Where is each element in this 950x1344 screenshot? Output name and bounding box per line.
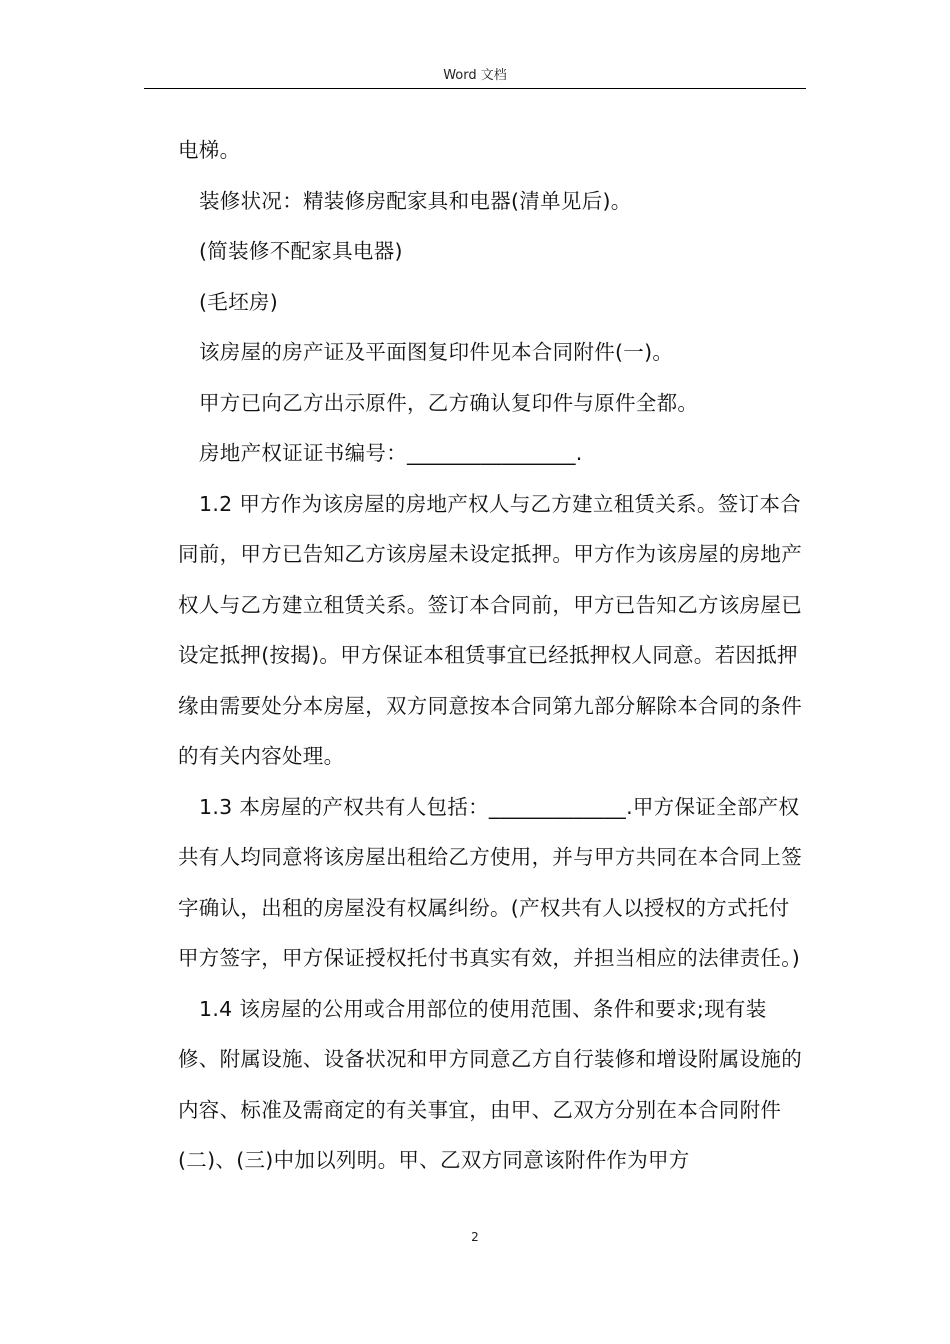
paragraph-1-3: 1.3 本房屋的产权共有人包括：_____________.甲方保证全部产权共有人均同意将该房屋出租给乙方使用，并与甲方共同在本合同上签字确认，出租的房屋没有权属纠纷。(产权共有人以授权的方式托付甲方签字，甲方保证授权托付书真实有效，并担当相应的法律责任。) bbox=[178, 794, 802, 970]
paragraph-2: (简装修不配家具电器) bbox=[199, 239, 403, 263]
paragraph-5: 甲方已向乙方出示原件，乙方确认复印件与原件全都。 bbox=[199, 390, 699, 415]
document-body bbox=[178, 125, 804, 1186]
header-divider bbox=[144, 88, 806, 89]
paragraph-0: 电梯。 bbox=[178, 138, 241, 162]
page-header-title: Word 文档 bbox=[443, 68, 507, 83]
paragraph-3: (毛坯房) bbox=[199, 289, 278, 314]
paragraph-6: 房地产权证证书编号：________________. bbox=[199, 441, 583, 465]
paragraph-1-4: 1.4 该房屋的公用或合用部位的使用范围、条件和要求;现有装修、附属设施、设备状况和甲方同意乙方自行装修和增设附属设施的内容、标准及需商定的有关事宜，由甲、乙双方分别在本合同附件(二)、(三)中加以列明。甲、乙双方同意该附件作为甲方 bbox=[178, 996, 802, 1172]
paragraph-1: 装修状况：精装修房配家具和电器(清单见后)。 bbox=[199, 188, 632, 213]
page-number: 2 bbox=[471, 1230, 479, 1244]
paragraph-1-2: 1.2 甲方作为该房屋的房地产权人与乙方建立租赁关系。签订本合同前，甲方已告知乙方该房屋未设定抵押。甲方作为该房屋的房地产权人与乙方建立租赁关系。签订本合同前，甲方已告知乙方该房屋已设定抵押(按揭)。甲方保证本租赁事宜已经抵押权人同意。若因抵押缘由需要处分本房屋，双方同意按本合同第九部分解除本合同的条件的有关内容处理。 bbox=[178, 491, 802, 768]
paragraph-4: 该房屋的房产证及平面图复印件见本合同附件(一)。 bbox=[199, 340, 674, 364]
